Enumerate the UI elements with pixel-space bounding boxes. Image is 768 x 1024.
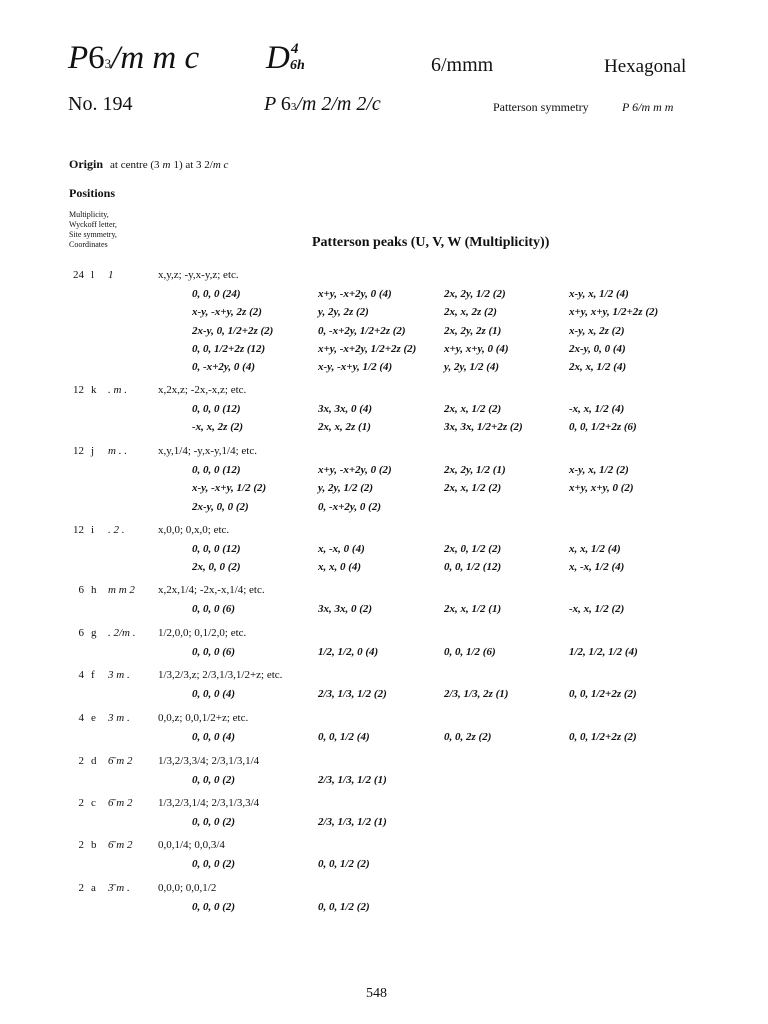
coordinates: 1/3,2/3,3/4; 2/3,1/3,1/4 [158,755,260,767]
site-symmetry: . 2 . [108,524,125,536]
legend-line: Wyckoff letter, [69,220,117,229]
patterson-peak: 0, 0, 0 (12) [192,464,241,476]
patterson-peak: 2/3, 1/3, 2z (1) [444,688,509,700]
patterson-peak: 2x, 2y, 2z (1) [444,324,502,337]
patterson-peak: x, -x, 0 (4) [318,543,365,555]
wyckoff-letter: c [91,797,96,809]
full-symbol-subscript: 3 [290,101,297,113]
origin-text-mc: m c [212,159,229,171]
patterson-peak: 0, 0, 1/2 (6) [444,646,496,658]
site-symmetry: . m . [108,384,127,396]
patterson-peak: x-y, -x+y, 1/2 (4) [318,361,393,374]
wyckoff-letter: e [91,712,96,724]
full-symbol-rest: /m 2/m 2/c [296,93,381,115]
origin-text-m: m [162,159,171,171]
patterson-peak: 2x-y, 0, 0 (2) [192,500,249,513]
patterson-peak: 0, 0, 0 (2) [192,774,236,786]
site-symmetry: 6̄ m 2 [108,755,133,767]
legend-line: Coordinates [69,240,108,249]
schoenflies-letter: D [266,40,290,76]
patterson-peak: 0, 0, 1/2 (4) [318,731,370,743]
wyckoff-multiplicity: 4 [78,669,84,681]
point-group [431,54,493,77]
patterson-peak: 2/3, 1/3, 1/2 (1) [318,774,387,786]
wyckoff-letter: g [91,627,97,639]
patterson-peak: 1/2, 1/2, 1/2 (4) [569,646,638,658]
wyckoff-multiplicity: 2 [78,797,84,809]
patterson-peak: 2x, x, 1/2 (2) [444,403,502,415]
patterson-peak: -x, x, 1/2 (4) [569,403,625,415]
site-symmetry: . 2/m . [108,627,136,639]
patterson-peak: 0, 0, 0 (2) [192,858,236,870]
patterson-peak: y, 2y, 1/2 (2) [318,482,374,495]
coordinates: x,y,1/4; -y,x-y,1/4; etc. [158,445,257,457]
patterson-peak: 2x, x, 1/2 (2) [444,482,502,495]
patterson-peak: 2/3, 1/3, 1/2 (2) [318,688,387,700]
patterson-peak: 0, 0, 0 (12) [192,403,241,415]
symbol-rest: /m m c [111,40,200,76]
patterson-peak: x, -x, 1/2 (4) [569,561,625,574]
legend-line: Multiplicity, [69,210,109,219]
schoenflies-sup: 4 [291,41,299,57]
coordinates: x,y,z; -y,x-y,z; etc. [158,269,239,281]
site-symmetry: m m 2 [108,584,135,596]
symbol-lattice: P [68,40,89,76]
patterson-peak: x-y, x, 1/2 (4) [569,288,629,300]
patterson-peak: x+y, -x+2y, 0 (4) [318,288,392,300]
patterson-peak: 0, 0, 0 (4) [192,688,236,700]
wyckoff-letter: f [91,669,95,681]
patterson-peak: 0, 0, 1/2+2z (2) [569,688,637,700]
patterson-peak: -x, x, 1/2 (2) [569,603,625,615]
patterson-peak: 2x, x, 1/2 (4) [569,361,627,374]
wyckoff-letter: d [91,755,97,767]
patterson-peak: x, x, 1/2 (4) [569,543,621,555]
symbol-screw-subscript: 3 [104,56,112,71]
wyckoff-letter: b [91,839,97,851]
crystal-system: Hexagonal [604,56,687,77]
coordinates: 0,0,z; 0,0,1/2+z; etc. [158,712,249,724]
positions-title: Positions [69,186,116,200]
patterson-peak: 0, 0, 1/2 (2) [318,858,370,870]
wyckoff-multiplicity: 4 [78,712,84,724]
full-symbol [264,93,381,116]
site-symmetry: 6̄ m 2 [108,797,133,809]
patterson-peak: 0, 0, 0 (4) [192,731,236,743]
legend-line: Site symmetry, [69,230,117,239]
wyckoff-letter: a [91,882,96,894]
origin-line [69,157,228,172]
patterson-peak: 0, -x+2y, 0 (4) [192,361,255,374]
site-symmetry: 3 m . [108,712,130,724]
group-number: No. 194 [68,93,133,115]
coordinates: 1/3,2/3,z; 2/3,1/3,1/2+z; etc. [158,669,283,681]
wyckoff-multiplicity: 6 [78,627,84,639]
patterson-peak: 0, 0, 0 (6) [192,646,236,658]
patterson-peak: 2x, x, 1/2 (1) [444,603,502,615]
origin-text-b: 1) at 3 2/ [173,159,213,171]
coordinates: 1/3,2/3,1/4; 2/3,1/3,3/4 [158,797,260,809]
wyckoff-letter: i [91,524,95,536]
coordinates: x,2x,z; -2x,-x,z; etc. [158,384,247,396]
wyckoff-multiplicity: 12 [73,524,84,536]
symbol-axis: 6 [88,40,105,76]
schoenflies-sub: 6h [290,58,305,73]
patterson-peak: -x, x, 2z (2) [192,421,244,434]
patterson-peak: y, 2y, 2z (2) [318,306,369,319]
schoenflies-symbol [266,40,290,77]
patterson-peak: 0, 0, 0 (2) [192,901,236,913]
site-symmetry: 1 [108,269,114,281]
patterson-peak: 3x, 3x, 1/2+2z (2) [444,421,523,434]
site-symmetry: 3 m . [108,669,130,681]
patterson-peak: x+y, x+y, 0 (2) [569,482,634,495]
patterson-peak: 0, 0, 1/2 (2) [318,901,370,913]
patterson-peak: 2x, 2y, 1/2 (1) [444,464,506,476]
patterson-peak: 0, 0, 0 (2) [192,816,236,828]
page-number: 548 [366,986,387,1001]
wyckoff-multiplicity: 6 [78,584,84,596]
space-group-symbol [68,40,199,77]
patterson-peak: 0, 0, 1/2 (12) [444,561,502,574]
origin-text-a: at centre (3 [110,159,160,171]
wyckoff-letter: l [91,269,95,281]
coordinates: 1/2,0,0; 0,1/2,0; etc. [158,627,247,639]
patterson-peak: 0, -x+2y, 0 (2) [318,500,381,513]
site-symmetry: 6̄ m 2 [108,839,133,851]
coordinates: x,2x,1/4; -2x,-x,1/4; etc. [158,584,265,596]
site-symmetry: 3̄ m . [108,882,130,894]
wyckoff-multiplicity: 12 [73,445,84,457]
patterson-peak: 2x-y, 0, 0 (4) [569,342,626,355]
patterson-peak: x-y, -x+y, 1/2 (2) [192,482,267,495]
patterson-peak: y, 2y, 1/2 (4) [444,361,500,374]
patterson-peak: x, x, 0 (4) [318,561,362,574]
patterson-peak: x-y, x, 2z (2) [569,324,625,337]
patterson-peak: 0, 0, 1/2+2z (6) [569,421,637,434]
coordinates: 0,0,0; 0,0,1/2 [158,882,217,894]
full-symbol-axis: 6 [280,93,291,115]
patterson-peak: 1/2, 1/2, 0 (4) [318,646,379,658]
wyckoff-multiplicity: 2 [78,755,84,767]
patterson-peak: 2x-y, 0, 1/2+2z (2) [192,324,274,337]
patterson-peak: x+y, -x+2y, 0 (2) [318,464,392,476]
patterson-peak: x-y, -x+y, 2z (2) [192,306,262,319]
wyckoff-multiplicity: 2 [78,882,84,894]
patterson-peaks-title: Patterson peaks (U, V, W (Multiplicity)) [312,235,550,250]
patterson-peak: x+y, x+y, 1/2+2z (2) [569,306,659,319]
patterson-peak: 2x, x, 2z (2) [444,306,497,319]
wyckoff-letter: h [91,584,97,596]
positions-legend [69,210,117,250]
patterson-peak: 3x, 3x, 0 (4) [318,403,373,415]
wyckoff-letter: j [91,445,95,457]
patterson-peak: 0, 0, 0 (12) [192,543,241,555]
patterson-peak: 2x, 2y, 1/2 (2) [444,288,506,300]
patterson-peak: 0, 0, 0 (24) [192,288,241,300]
patterson-peak: x-y, x, 1/2 (2) [569,464,629,476]
patterson-peak: 2x, x, 2z (1) [318,421,371,434]
patterson-peak: 2/3, 1/3, 1/2 (1) [318,816,387,828]
patterson-peak: x+y, x+y, 0 (4) [444,342,509,355]
patterson-symmetry-symbol: P 6/m m m [622,100,674,114]
patterson-peak: 0, 0, 2z (2) [444,731,492,743]
wyckoff-multiplicity: 12 [73,384,84,396]
coordinates: x,0,0; 0,x,0; etc. [158,524,230,536]
wyckoff-multiplicity: 2 [78,839,84,851]
patterson-peak: 0, -x+2y, 1/2+2z (2) [318,324,406,337]
patterson-peak: 2x, 0, 0 (2) [192,561,241,574]
patterson-peak: 0, 0, 1/2+2z (12) [192,342,266,355]
origin-label: Origin [69,157,104,171]
coordinates: 0,0,1/4; 0,0,3/4 [158,839,225,851]
patterson-peak: x+y, -x+2y, 1/2+2z (2) [318,342,417,355]
wyckoff-letter: k [91,384,97,396]
patterson-peak: 2x, 0, 1/2 (2) [444,543,502,555]
wyckoff-multiplicity: 24 [73,269,84,281]
patterson-peak: 0, 0, 1/2+2z (2) [569,731,637,743]
full-symbol-lattice: P [264,93,276,115]
site-symmetry: m . . [108,445,127,457]
patterson-symmetry-label: Patterson symmetry [493,100,589,114]
patterson-peak: 0, 0, 0 (6) [192,603,236,615]
point-group-text: 6/mmm [431,54,494,76]
patterson-peak: 3x, 3x, 0 (2) [318,603,373,615]
